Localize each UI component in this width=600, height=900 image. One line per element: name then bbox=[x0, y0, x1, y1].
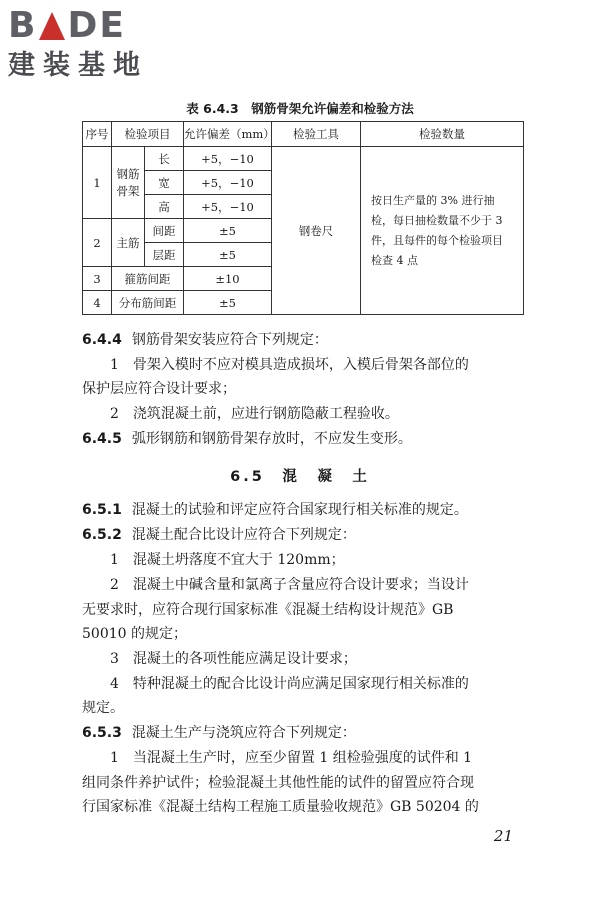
cell-tolerance: ±5 bbox=[184, 291, 272, 315]
paragraph: 规定。 bbox=[82, 700, 124, 716]
paragraph: 50010 的规定； bbox=[82, 626, 187, 642]
clause-6-4-4 bbox=[82, 330, 328, 350]
page-number: 21 bbox=[493, 827, 513, 845]
cell-item: 层距 bbox=[145, 243, 184, 267]
header-tolerance: 允许偏差（mm） bbox=[184, 122, 272, 147]
cell-quantity: 按日生产量的 3% 进行抽检，每日抽检数量不少于 3 件，且每件的每个检验项目检查 4 点 bbox=[361, 147, 524, 315]
cell-tolerance: +5，−10 bbox=[184, 195, 272, 219]
cell-group: 主筋 bbox=[112, 219, 145, 267]
clause-6-5-1 bbox=[82, 500, 468, 520]
cell-no: 2 bbox=[83, 219, 112, 267]
table-header-row bbox=[83, 122, 524, 147]
paragraph: 3 混凝土的各项性能应满足设计要求； bbox=[110, 651, 357, 667]
paragraph: 1 骨架入模时不应对模具造成损坏，入模后骨架各部位的 bbox=[110, 357, 469, 373]
cell-tolerance: ±5 bbox=[184, 243, 272, 267]
clause-text: 混凝土配合比设计应符合下列规定： bbox=[131, 527, 356, 543]
clause-number: 6.5.1 bbox=[82, 502, 122, 518]
paragraph: 1 混凝土坍落度不宜大于 120mm； bbox=[110, 552, 345, 568]
cell-item: 宽 bbox=[145, 171, 184, 195]
section-heading: 6.5 混 凝 土 bbox=[230, 469, 370, 485]
paragraph: 组同条件养护试件；检验混凝土其他性能的试件的留置应符合现 bbox=[82, 775, 474, 791]
cell-no: 4 bbox=[83, 291, 112, 315]
cell-tolerance: +5，−10 bbox=[184, 171, 272, 195]
paragraph: 4 特种混凝土的配合比设计尚应满足国家现行相关标准的 bbox=[110, 676, 469, 692]
logo-triangle-icon bbox=[39, 12, 65, 40]
clause-text: 钢筋骨架安装应符合下列规定： bbox=[131, 332, 328, 348]
cell-tolerance: +5，−10 bbox=[184, 147, 272, 171]
clause-number: 6.5.3 bbox=[82, 725, 122, 741]
cell-item: 分布筋间距 bbox=[112, 291, 184, 315]
tolerance-table bbox=[82, 121, 524, 315]
header-item: 检验项目 bbox=[112, 122, 184, 147]
clause-text: 混凝土的试验和评定应符合国家现行相关标准的规定。 bbox=[131, 502, 468, 518]
cell-item: 高 bbox=[145, 195, 184, 219]
clause-6-4-5 bbox=[82, 429, 412, 449]
paragraph: 无要求时，应符合现行国家标准《混凝土结构设计规范》GB bbox=[82, 602, 454, 618]
cell-no: 1 bbox=[83, 147, 112, 219]
table-row bbox=[83, 147, 524, 171]
clause-number: 6.4.4 bbox=[82, 332, 122, 348]
group-line: 钢筋 bbox=[116, 166, 140, 181]
paragraph: 2 混凝土中碱含量和氯离子含量应符合设计要求；当设计 bbox=[110, 577, 469, 593]
clause-text: 弧形钢筋和钢筋骨架存放时，不应发生变形。 bbox=[131, 431, 412, 447]
paragraph: 2 浇筑混凝土前，应进行钢筋隐蔽工程验收。 bbox=[110, 406, 399, 422]
clause-text: 混凝土生产与浇筑应符合下列规定： bbox=[131, 725, 356, 741]
cell-tool: 钢卷尺 bbox=[272, 147, 361, 315]
cell-item: 间距 bbox=[145, 219, 184, 243]
logo-letter-b: B bbox=[8, 5, 38, 46]
logo-wordmark bbox=[8, 6, 208, 46]
cell-tolerance: ±10 bbox=[184, 267, 272, 291]
cell-item: 箍筋间距 bbox=[112, 267, 184, 291]
paragraph: 1 当混凝土生产时，应至少留置 1 组检验强度的试件和 1 bbox=[110, 750, 473, 766]
cell-group bbox=[112, 147, 145, 219]
cell-tolerance: ±5 bbox=[184, 219, 272, 243]
logo-subtitle: 建装基地 bbox=[8, 50, 148, 81]
header-quantity: 检验数量 bbox=[361, 122, 524, 147]
group-line: 骨架 bbox=[116, 183, 140, 198]
brand-logo bbox=[8, 6, 208, 84]
clause-number: 6.4.5 bbox=[82, 431, 122, 447]
paragraph: 行国家标准《混凝土结构工程施工质量验收规范》GB 50204 的 bbox=[82, 799, 479, 815]
clause-6-5-3 bbox=[82, 723, 356, 743]
paragraph: 保护层应符合设计要求； bbox=[82, 381, 236, 397]
header-no: 序号 bbox=[83, 122, 112, 147]
clause-6-5-2 bbox=[82, 525, 356, 545]
cell-no: 3 bbox=[83, 267, 112, 291]
clause-number: 6.5.2 bbox=[82, 527, 122, 543]
logo-letters-de: DE bbox=[67, 5, 126, 46]
cell-item: 长 bbox=[145, 147, 184, 171]
table-title: 表 6.4.3 钢筋骨架允许偏差和检验方法 bbox=[186, 101, 414, 116]
header-tool: 检验工具 bbox=[272, 122, 361, 147]
